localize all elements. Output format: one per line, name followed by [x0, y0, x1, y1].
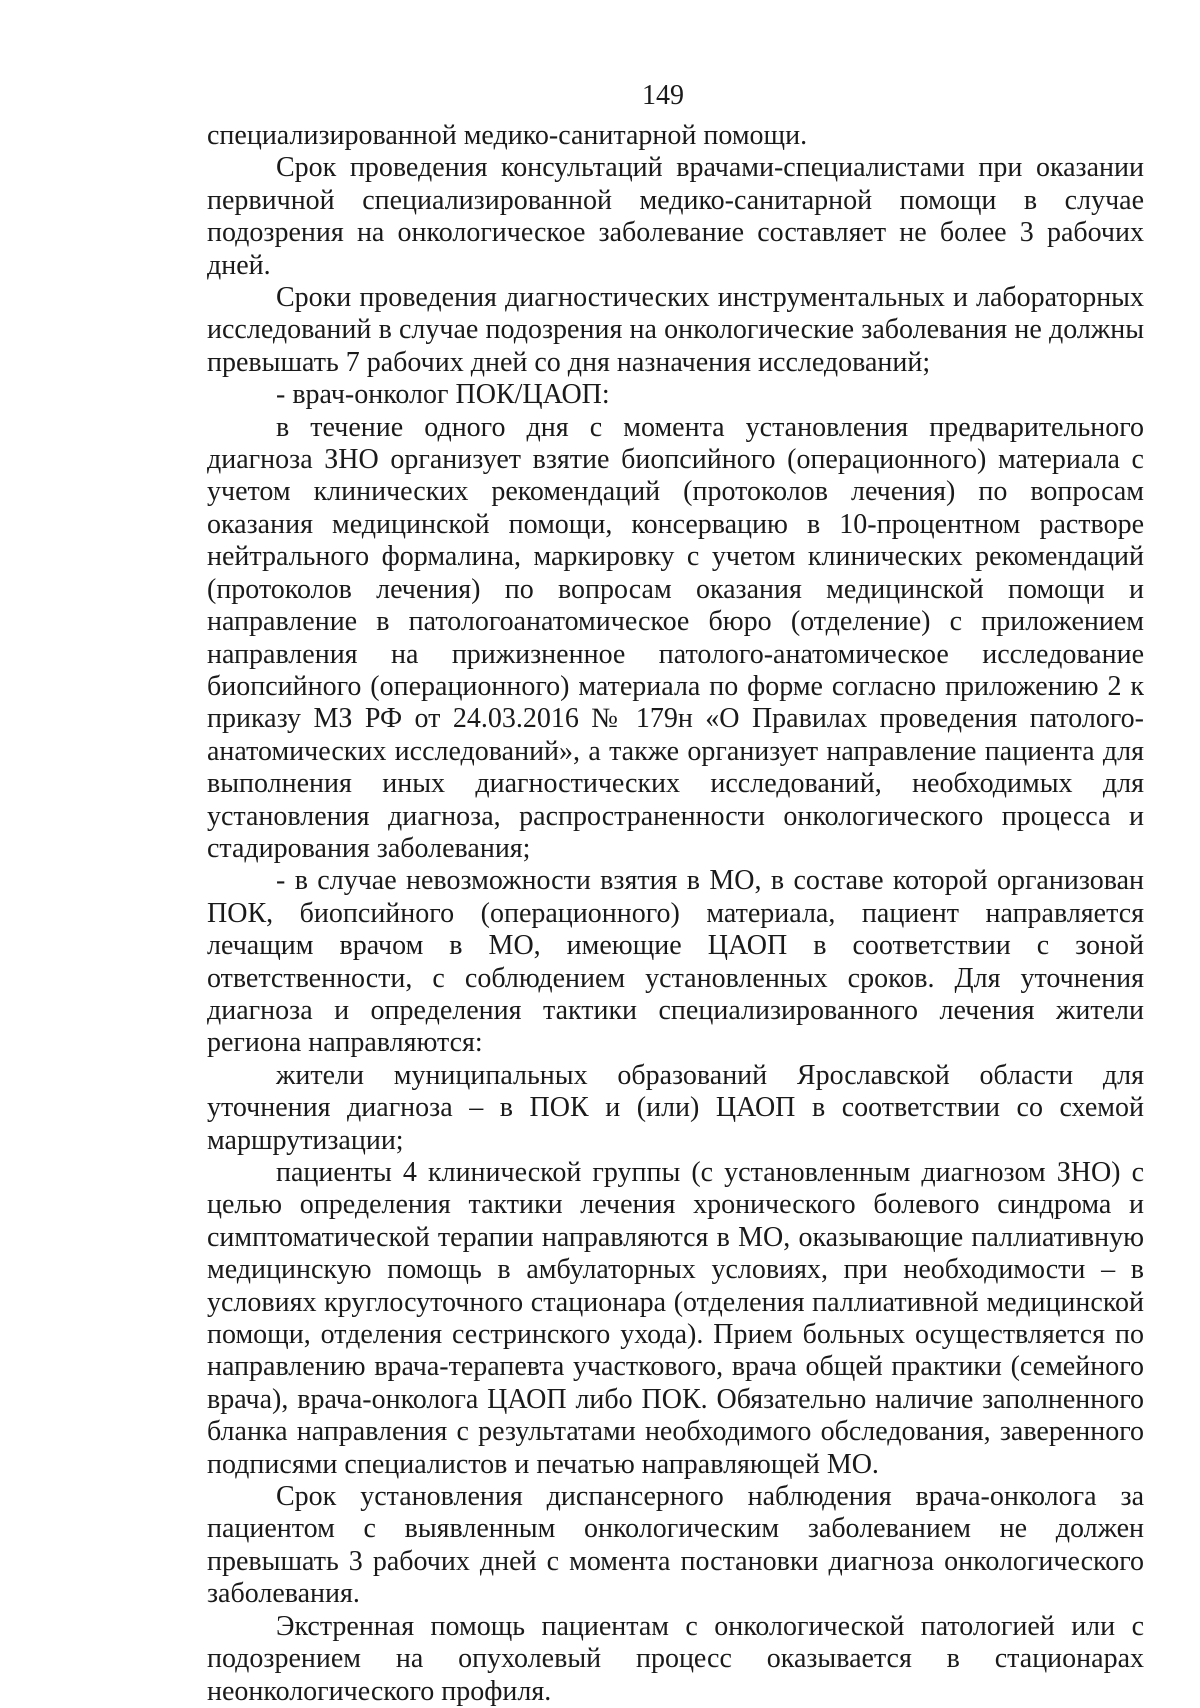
- document-body: [207, 120, 1144, 1708]
- paragraph-residents-routing: жители муниципальных образований Ярославской области для уточнения диагноза – в ПОК и (или) ЦАОП в соответствии со схемой маршрутизации;: [207, 1059, 1144, 1156]
- paragraph-diagnostic-term: Сроки проведения диагностических инструментальных и лабораторных исследований в случае подозрения на онкологические заболевания не должны превышать 7 рабочих дней со дня назначения исследований;: [207, 282, 1144, 378]
- paragraph-continuation: специализированной медико-санитарной помощи.: [207, 120, 808, 151]
- paragraph-palliative-care: пациенты 4 клинической группы (с установленным диагнозом ЗНО) с целью определения тактики лечения хронического болевого синдрома и симптоматической терапии направляются в МО, оказывающие паллиативную медицинскую помощь в амбулаторных условиях, при необходимости – в условиях круглосуточного стационара (отделения паллиативной медицинской помощи, отделения сестринского ухода). Прием больных осуществляется по направлению врача-терапевта участкового, врача общей практики (семейного врача), врача-онколога ЦАОП либо ПОК. Обязательно наличие заполненного бланка направления с результатами необходимого обследования, заверенного подписями специалистов и печатью направляющей МО.: [207, 1157, 1144, 1480]
- paragraph-consultation-term: Срок проведения консультаций врачами-специалистами при оказании первичной специализированной медико-санитарной помощи в случае подозрения на онкологическое заболевание составляет не более 3 рабочих дней.: [207, 152, 1144, 281]
- page-number: 149: [642, 80, 684, 111]
- paragraph-referral-caop: - в случае невозможности взятия в МО, в составе которой организован ПОК, биопсийного (операционного) материала, пациент направляется лечащим врачом в МО, имеющие ЦАОП в соответствии с зоной ответственности, с соблюдением установленных сроков. Для уточнения диагноза и определения тактики специализированного лечения жители региона направляются:: [207, 865, 1144, 1059]
- paragraph-dispensary-term: Срок установления диспансерного наблюдения врача-онколога за пациентом с выявленным онкологическим заболеванием не должен превышать 3 рабочих дней с момента постановки диагноза онкологического заболевания.: [207, 1481, 1144, 1610]
- paragraph-biopsy-procedure: в течение одного дня с момента установления предварительного диагноза ЗНО организует взятие биопсийного (операционного) материала с учетом клинических рекомендаций (протоколов лечения) по вопросам оказания медицинской помощи, консервацию в 10-процентном растворе нейтрального формалина, маркировку с учетом клинических рекомендаций (протоколов лечения) по вопросам оказания медицинской помощи и направление в патологоанатомическое бюро (отделение) с приложением направления на прижизненное патолого-анатомическое исследование биопсийного (операционного) материала по форме согласно приложению 2 к приказу МЗ РФ от 24.03.2016 № 179н «О Правилах проведения патолого-анатомических исследований», а также организует направление пациента для выполнения иных диагностических исследований, необходимых для установления диагноза, распространенности онкологического процесса и стадирования заболевания;: [207, 411, 1144, 864]
- paragraph-emergency-care: Экстренная помощь пациентам с онкологической патологией или с подозрением на опухолевый процесс оказывается в стационарах неонкологического профиля.: [207, 1610, 1144, 1707]
- paragraph-oncologist-heading: - врач-онколог ПОК/ЦАОП:: [276, 379, 610, 411]
